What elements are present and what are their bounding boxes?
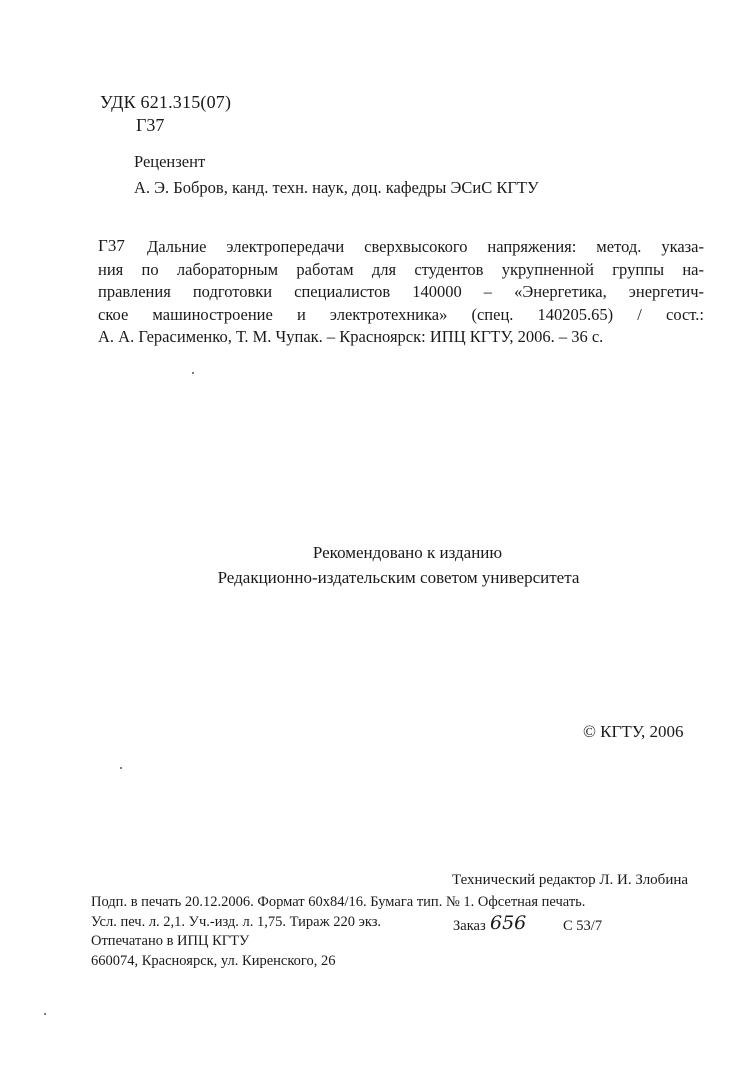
bibliographic-line: ния по лабораторным работам для студентов укрупненной группы на- <box>98 259 704 279</box>
imprint-address: 660074, Красноярск, ул. Киренского, 26 <box>91 952 336 969</box>
scan-speck <box>192 372 194 374</box>
recommendation-line-1: Рекомендовано к изданию <box>312 543 503 562</box>
recommendation-line-2: Редакционно-издательским советом университета <box>217 568 580 587</box>
reviewer-name: А. Э. Бобров, канд. техн. наук, доц. кафедры ЭСиС КГТУ <box>134 178 539 197</box>
udk-code: УДК 621.315(07) <box>100 92 232 112</box>
imprint-print-details: Подп. в печать 20.12.2006. Формат 60х84/16. Бумага тип. № 1. Офсетная печать. <box>91 894 586 910</box>
author-code: Г37 <box>136 115 165 135</box>
order-label: Заказ <box>453 918 486 934</box>
bibliographic-line: Дальние электропередачи сверхвысокого напряжения: метод. указа- <box>147 237 704 256</box>
technical-editor: Технический редактор Л. И. Злобина <box>452 872 689 888</box>
order-number-handwritten: 656 <box>490 912 527 934</box>
bibliographic-line: А. А. Герасименко, Т. М. Чупак. – Красноярск: ИПЦ КГТУ, 2006. – 36 с. <box>98 327 604 346</box>
imprint-print-sheets: Усл. печ. л. 2,1. Уч.-изд. л. 1,75. Тираж 220 экз. <box>91 913 382 930</box>
imprint-printed-at: Отпечатано в ИПЦ КГТУ <box>91 933 250 949</box>
copyright-notice: © КГТУ, 2006 <box>583 722 684 741</box>
scan-speck <box>120 767 122 769</box>
bibliographic-code: Г37 <box>98 236 125 255</box>
order-code: С 53/7 <box>563 918 603 934</box>
bibliographic-line: правления подготовки специалистов 140000 – «Энергетика, энергетич- <box>98 282 704 301</box>
bibliographic-line: ское машиностроение и электротехника» (спец. 140205.65) / сост.: <box>98 304 704 324</box>
reviewer-heading: Рецензент <box>134 152 206 171</box>
scan-speck <box>44 1013 46 1015</box>
bibliographic-description <box>98 236 704 349</box>
